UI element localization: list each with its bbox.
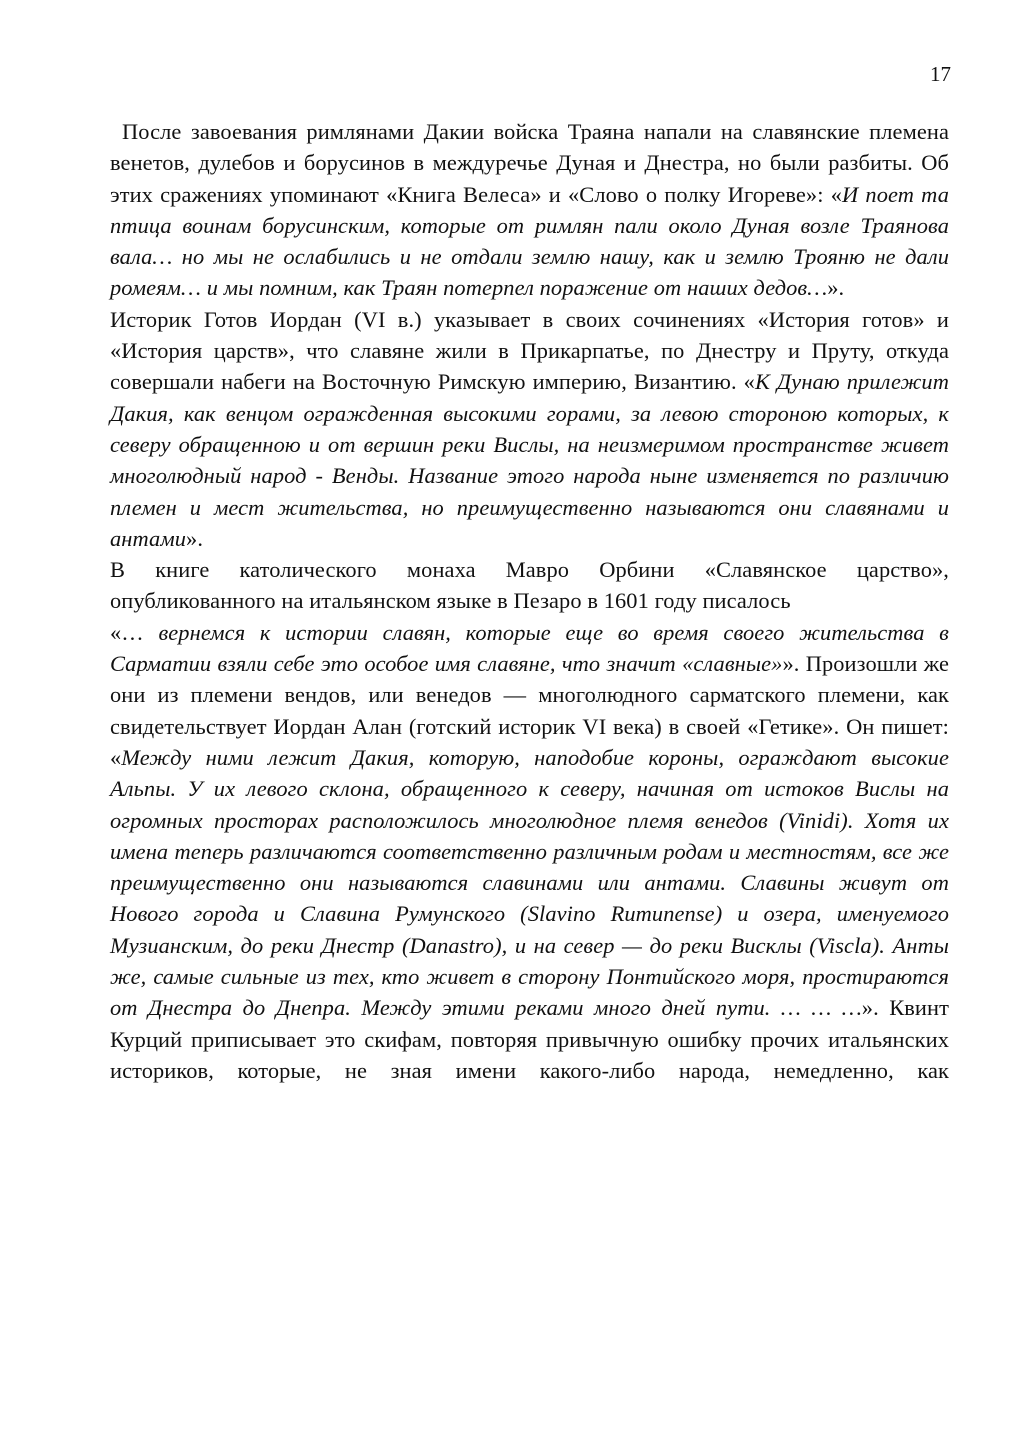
paragraph-orbini-quote [110,617,949,1086]
paragraph-orbini [110,554,949,617]
text-run: ». [827,275,845,301]
body-text [110,116,949,1086]
quote-italic: К Дунаю прилежит Дакия, как венцом огражденная высокими горами, за левою стороною которых, к северу обращенною и от вершин реки Вислы, на неизмеримом пространстве живет многолюдный народ - Венды. Название этого народа ныне изменяется по различию племен и мест жительства, но преимущественно называются они славянами и антами [110,369,950,551]
text-run: Историк Готов Иордан (VI в.) указывает в своих сочинениях «История готов» и «История царств», что славяне жили в Прикарпатье, по Днестру и Пруту, откуда совершали набеги на Восточную Римскую империю, Византию. « [110,306,949,395]
quote-italic: И поет та птица воинам борусинским, которые от римлян пали около Дуная возле Траянова вала… но мы не ослабились и не отдали землю нашу, как и землю Трояню не дали ромеям… и мы помним, как Траян потерпел поражение от наших дедов… [110,181,949,301]
text-run: ». Квинт Курций приписывает это скифам, повторяя привычную ошибку прочих итальянских историков, которые, не зная имени какого-либо народа, немедленно, как [110,995,949,1083]
text-run: ». Произошли же они из племени вендов, или венедов — многолюдного сарматского племени, как свидетельствует Иордан Алан (готский историк VI века) в своей «Гетике». Он пишет: « [110,651,950,770]
text-run: После завоевания римлянами Дакии войска Траяна напали на славянские племена венетов, дулебов и борусинов в междуречье Дуная и Днестра, но были разбиты. Об этих сражениях упоминают «Книга Велеса» и «Слово о полку Игореве»: « [110,119,949,207]
text-run: В книге католического монаха Мавро Орбини «Славянское царство», опубликованного на итальянском языке в Пезаро в 1601 году писалось [110,557,949,614]
quote-italic: Между ними лежит Дакия, которую, наподобие короны, ограждают высокие Альпы. У их левого склона, обращенного к северу, начиная от истоков Вислы на огромных просторах расположилось многолюдное племя венедов (Vinidi). Хотя их имена теперь различаются соответственно различным родам и местностям, все же преимущественно они называются славинами или антами. Славины живут от Нового города и Славина Румунского (Slavino Rumunense) и озера, именуемого Музианским, до реки Днестр (Danastro), и на север — до реки Висклы (Viscla). Анты же, самые сильные из тех, кто живет в сторону Понтийского моря, простираются от Днестра до Днепра. Между этими реками много дней пути. … … … [110,744,949,1021]
text-run: ». [186,525,204,551]
paragraph-jordanes [110,304,949,554]
paragraph-trajan-dacia [110,116,949,304]
text-run: «… [110,619,159,645]
quote-italic: вернемся к истории славян, которые еще во время своего жительства в Сарматии взяли себе это особое имя славяне, что значит «славные» [110,619,949,677]
page-number: 17 [930,62,951,86]
